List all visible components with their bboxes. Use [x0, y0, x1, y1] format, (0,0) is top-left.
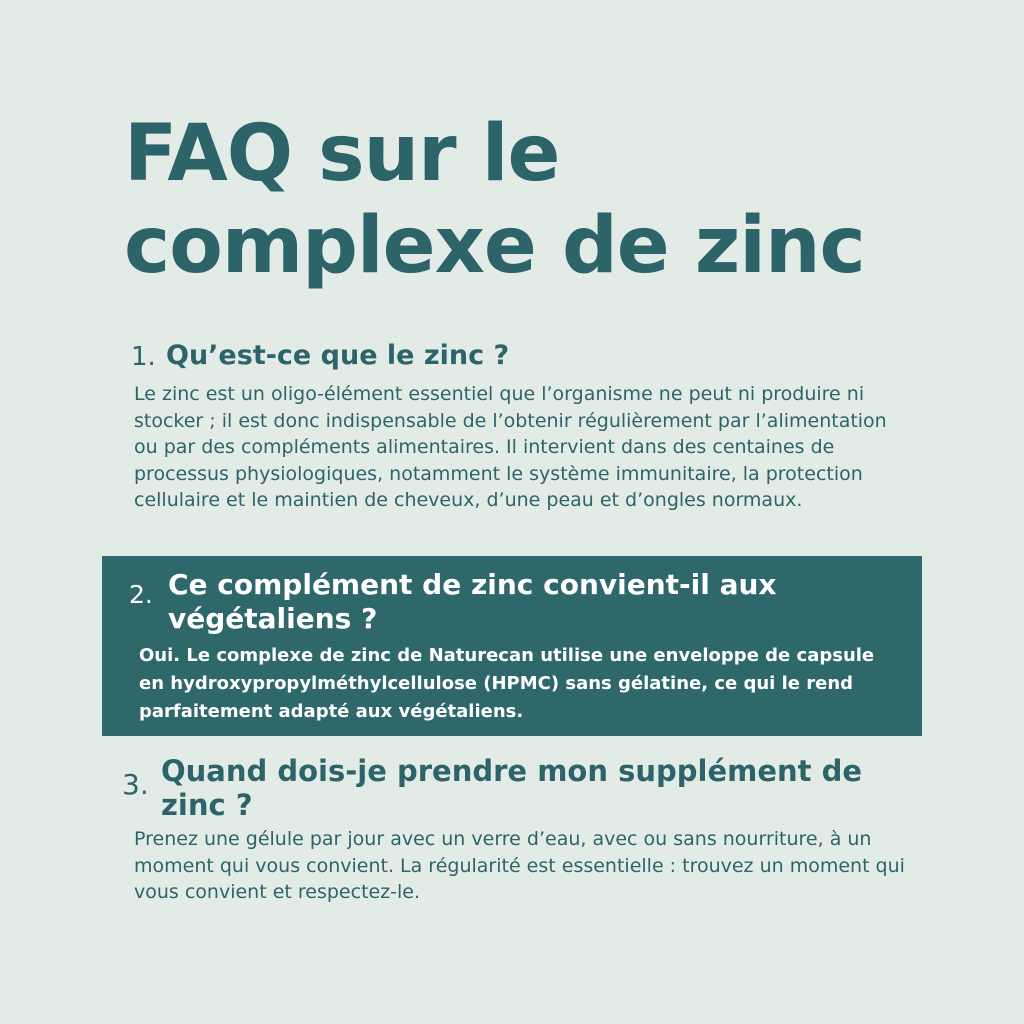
faq-item-number: 1.: [131, 342, 156, 372]
page-title: FAQ sur le complexe de zinc: [124, 109, 865, 291]
faq-answer: Oui. Le complexe de zinc de Naturecan utilise une enveloppe de capsule en hydroxypropylméthylcellulose (HPMC) sans gélatine, ce qui le rend parfaitement adapté aux végétaliens.: [139, 645, 875, 722]
faq-answer: Prenez une gélule par jour avec un verre d’eau, avec ou sans nourriture, à un moment qui vous convient. La régularité est essentielle : trouvez un moment qui vous convient et respectez-le.: [134, 828, 905, 903]
faq-item-number: 3.: [122, 768, 149, 801]
faq-question: Quand dois-je prendre mon supplément de zinc ?: [161, 754, 863, 822]
faq-question: Ce complément de zinc convient-il aux végétaliens ?: [168, 568, 777, 635]
faq-answer: Le zinc est un oligo-élément essentiel que l’organisme ne peut ni produire ni stocker ; il est donc indispensable de l’obtenir régulièrement par l’alimentation ou par des compléments alimentaires. Il intervient dans des centaines de processus physiologiques, notamment le système immunitaire, la protection cellulaire et le maintien de cheveux, d’une peau et d’ongles normaux.: [134, 383, 887, 511]
faq-question: Qu’est-ce que le zinc ?: [166, 340, 510, 371]
faq-item-number: 2.: [129, 580, 153, 609]
